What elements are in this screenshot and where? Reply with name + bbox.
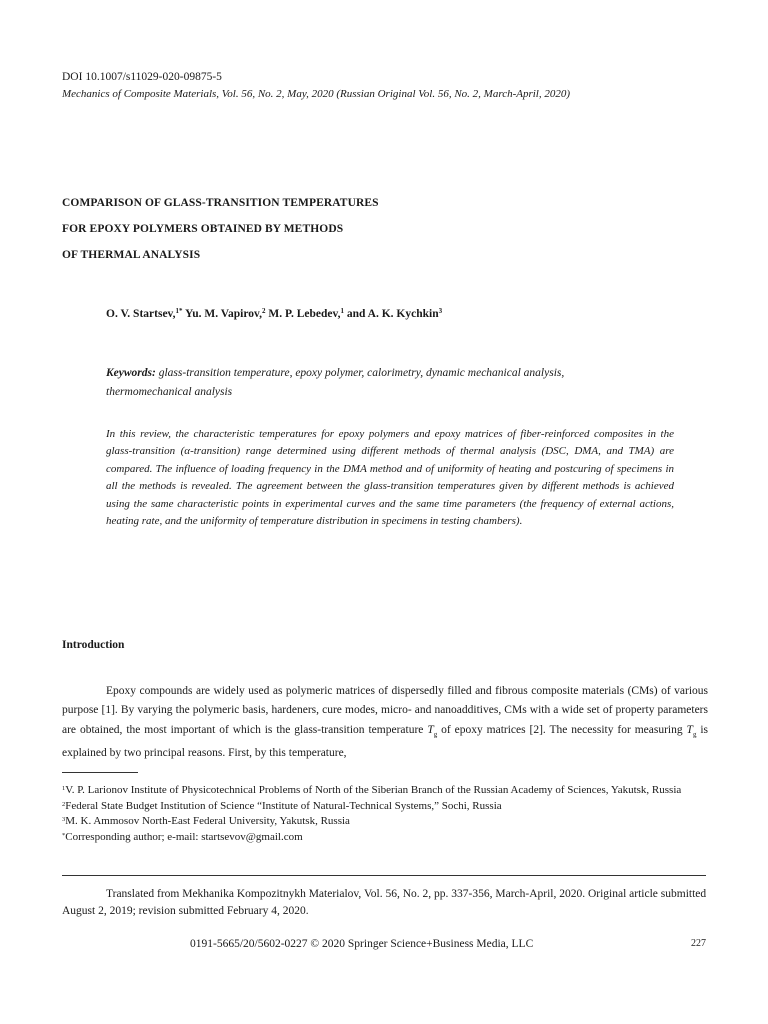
translation-note <box>62 886 708 920</box>
section-heading-introduction: Introduction <box>62 639 125 651</box>
page-bottom-rule <box>62 875 706 876</box>
author-name: Yu. M. Vapirov, <box>185 308 263 320</box>
footnotes <box>62 782 710 844</box>
translation-note-text: Translated from Mekhanika Kompozitnykh Materialov, Vol. 56, No. 2, pp. 337-356, March-April, 2020. Original article submitted August 2, 2019; revision submitted February 4, 2020. <box>62 888 707 917</box>
tg-symbol: $T_g$ <box>427 723 438 738</box>
keywords-text: glass-transition temperature, epoxy polymer, calorimetry, dynamic mechanical analysis, thermomechanical analysis <box>106 367 565 398</box>
title-line-2: FOR EPOXY POLYMERS OBTAINED BY METHODS <box>62 223 344 235</box>
page-number: 227 <box>691 938 706 949</box>
tg-symbol: $T_g$ <box>686 723 697 738</box>
copyright-line: 0191-5665/20/5602-0227 © 2020 Springer Science+Business Media, LLC <box>190 938 534 950</box>
paragraph <box>62 682 708 763</box>
footnote-separator <box>62 772 138 773</box>
affiliation-mark: 1 <box>340 307 344 315</box>
paragraph-text: of epoxy matrices [2]. The necessity for measuring <box>441 723 683 736</box>
footnote: $^2$Federal State Budget Institution of Science “Institute of Natural-Technical Systems,” Sochi, Russia <box>62 799 502 812</box>
keywords-label: Keywords: <box>106 367 156 379</box>
footnote: $^1$V. P. Larionov Institute of Physicotechnical Problems of North of the Siberian Branch of the Russian Academy of Sciences, Yakutsk, Russia <box>62 784 682 796</box>
paragraph-text: is explained by two principal reasons. First, by this temperature, <box>62 723 709 760</box>
paragraph-text: Epoxy compounds are widely used as polymeric matrices of dispersedly filled and fibrous composite materials (CMs) of various purpose [1]. By varying the polymeric basis, hardeners, cure modes, micro- and nanoadditives, CMs with a wide set of property parameters are obtained, the most important of which is the glass-transition temperature <box>62 685 708 736</box>
footnote: $^3$M. K. Ammosov North-East Federal University, Yakutsk, Russia <box>62 815 350 827</box>
title-line-1: COMPARISON OF GLASS-TRANSITION TEMPERATURES <box>62 197 379 209</box>
footnote: *Corresponding author; e-mail: startsevov@gmail.com <box>62 830 303 843</box>
title-line-3: OF THERMAL ANALYSIS <box>62 249 201 261</box>
abstract: In this review, the characteristic temperatures for epoxy polymers and epoxy matrices of fiber-reinforced composites in the glass-transition (α-transition) range determined using different methods of thermal analysis (DSC, DMA, and TMA) are compared. The influence of loading frequency in the DMA method and of uniformity of heating and postcuring of specimens in all the methods is revealed. The agreement between the glass-transition temperatures given by different methods is achieved using the same characteristic points in experimental curves and the same time parameters (the frequency of external actions, heating rate, and the uniformity of temperature distribution in specimens in testing chambers). <box>106 428 674 528</box>
introduction-body <box>62 682 708 763</box>
author-name: M. P. Lebedev, <box>268 308 341 320</box>
author-list <box>106 307 442 320</box>
author-name: O. V. Startsev, <box>106 308 176 320</box>
affiliation-mark: 1* <box>175 307 183 315</box>
author-name: and A. K. Kychkin <box>346 308 439 320</box>
keywords <box>106 364 646 402</box>
affiliation-mark: 3 <box>438 307 443 315</box>
doi-line: DOI 10.1007/s11029-020-09875-5 <box>62 71 222 83</box>
journal-citation: Mechanics of Composite Materials, Vol. 56, No. 2, May, 2020 (Russian Original Vol. 56, No. 2, March-April, 2020) <box>62 88 571 100</box>
affiliation-mark: 2 <box>262 307 266 315</box>
